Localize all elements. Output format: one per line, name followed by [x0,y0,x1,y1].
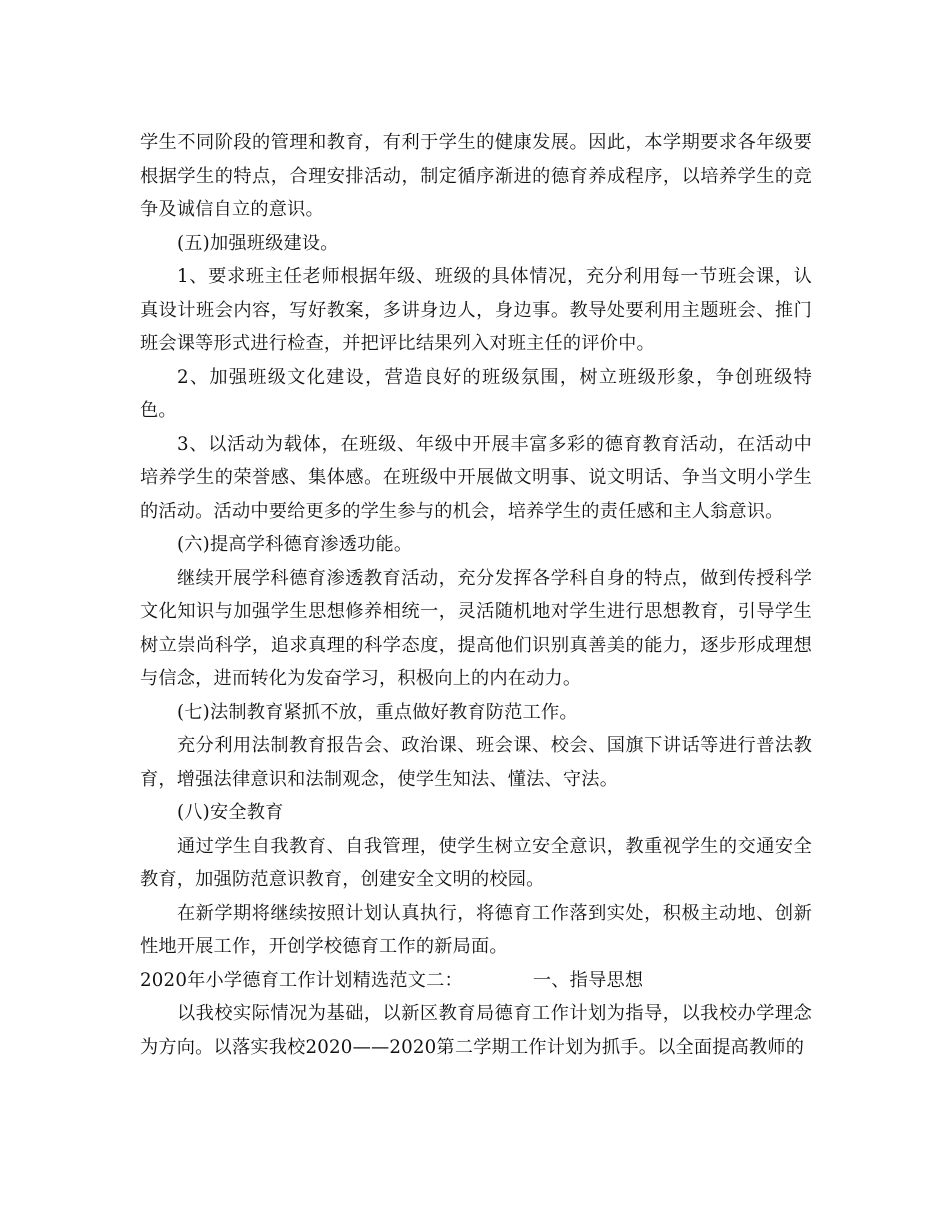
paragraph-subject-moral: 继续开展学科德育渗透教育活动，充分发挥各学科自身的特点，做到传授科学文化知识与加强学生思想修养相统一，灵活随机地对学生进行思想教育，引导学生树立崇尚科学，追求真理的科学态度，提高他们识别真善美的能力，逐步形成理想与信念，进而转化为发奋学习，积极向上的内在动力。 [140,567,812,689]
paragraph-1: 学生不同阶段的管理和教育，有利于学生的健康发展。因此，本学期要求各年级要根据学生的特点，合理安排活动，制定循序渐进的德育养成程序，以培养学生的竞争及诚信自立的意识。 [140,132,812,220]
paragraph-class-culture: 2、加强班级文化建设，营造良好的班级氛围，树立班级形象，争创班级特色。 [140,366,812,421]
heading-eight-safety: (八)安全教育 [177,802,284,823]
paragraph-class-meeting: 1、要求班主任老师根据年级、班级的具体情况，充分利用每一节班会课，认真设计班会内容，写好教案，多讲身边人，身边事。教导处要利用主题班会、推门班会课等形式进行检查，并把评比结果列入对班主任的评价中。 [140,266,812,354]
heading-seven-legal-education: (七)法制教育紧抓不放，重点做好教育防范工作。 [177,701,578,723]
heading-six-subject-moral: (六)提高学科德育渗透功能。 [177,534,413,555]
section-subtitle: 一、指导思想 [532,969,644,991]
paragraph-guiding-thought: 以我校实际情况为基础，以新区教育局德育工作计划为指导，以我校办学理念为方向。以落实我校2020——2020第二学期工作计划为抓手。以全面提高教师的 [140,1003,812,1058]
document-body [140,126,812,1064]
section-heading-line [140,964,812,998]
heading-five-class-building: (五)加强班级建设。 [177,232,339,254]
paragraph-activities: 3、以活动为载体，在班级、年级中开展丰富多彩的德育教育活动，在活动中培养学生的荣誉感、集体感。在班级中开展做文明事、说文明话、争当文明小学生的活动。活动中要给更多的学生参与的机会，培养学生的责任感和主人翁意识。 [140,433,812,522]
paragraph-legal-education: 充分利用法制教育报告会、政治课、班会课、校会、国旗下讲话等进行普法教育，增强法律意识和法制观念，使学生知法、懂法、守法。 [140,735,812,790]
paragraph-new-semester: 在新学期将继续按照计划认真执行，将德育工作落到实处，积极主动地、创新性地开展工作，开创学校德育工作的新局面。 [140,902,812,957]
paragraph-safety: 通过学生自我教育、自我管理，使学生树立安全意识，教重视学生的交通安全教育，加强防范意识教育，创建安全文明的校园。 [140,835,812,890]
section-title: 2020年小学德育工作计划精选范文二： [140,969,463,991]
